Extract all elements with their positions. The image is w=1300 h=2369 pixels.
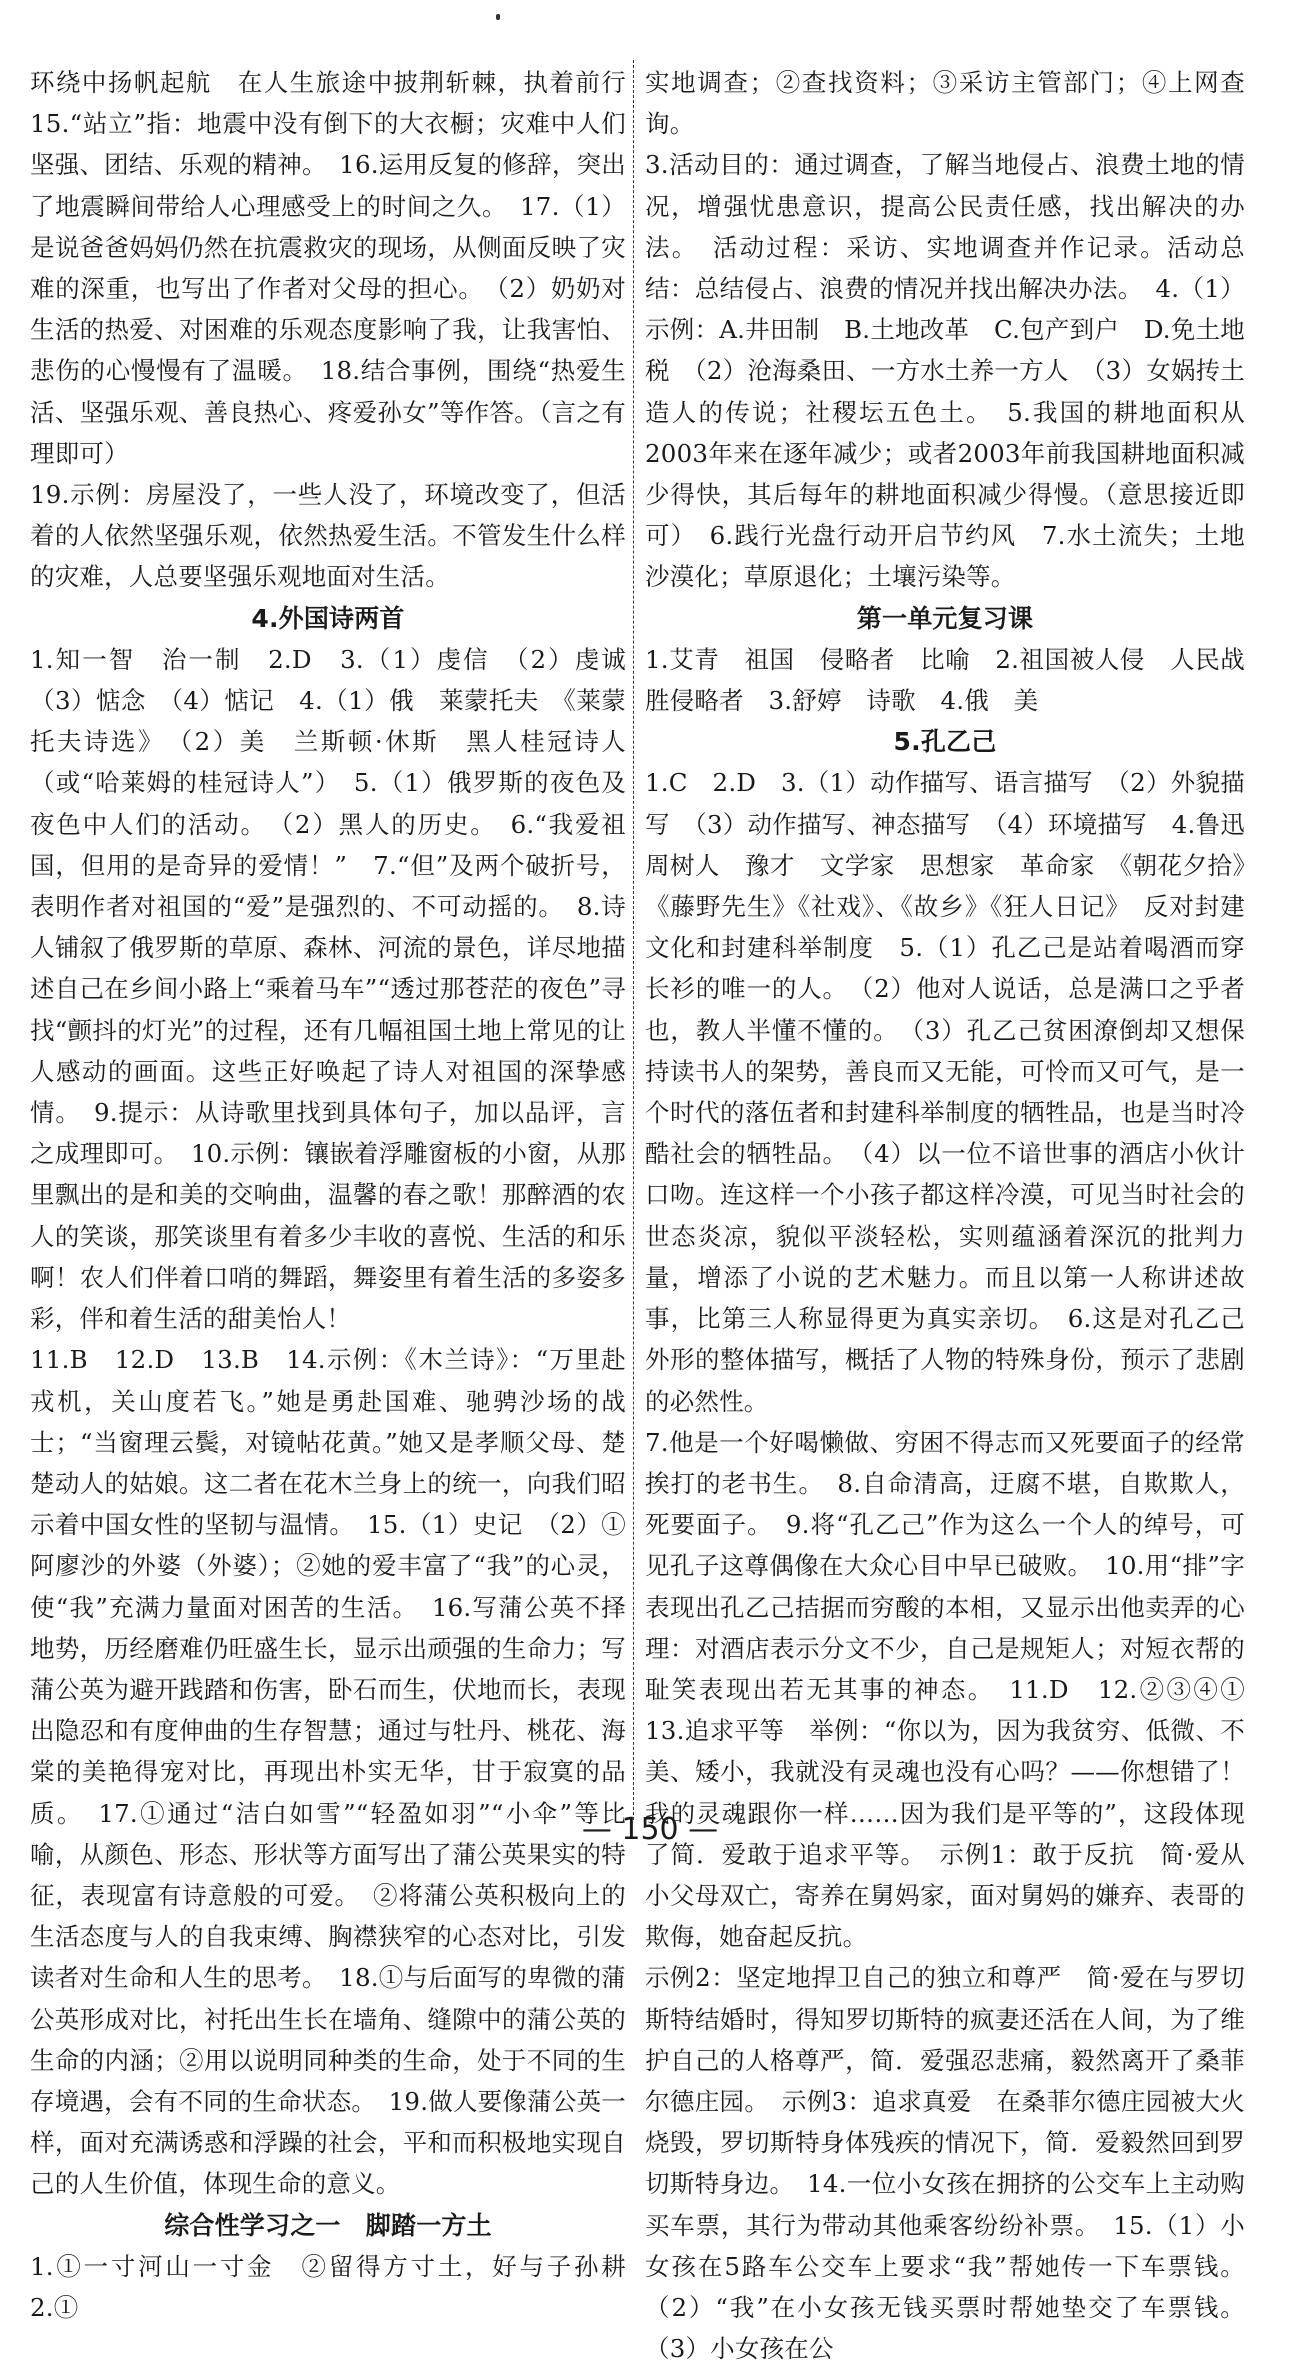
left-para-1: 环绕中扬帆起航 在人生旅途中披荆斩棘，执着前行 15.“站立”指：地震中没有倒下的大衣橱；灾难中人们坚强、团结、乐观的精神。 16.运用反复的修辞，突出了地震瞬间带给人心理感受上的时间之久。 17.（1）是说爸爸妈妈仍然在抗震救灾的现场，从侧面反映了灾难的深重，也写出了作者对父母的担心。 （2）奶奶对生活的热爱、对困难的乐观态度影响了我，让我害怕、悲伤的心慢慢有了温暖。 18.结合事例，围绕“热爱生活、坚强乐观、善良热心、疼爱孙女”等作答。（言之有理即可） — [30, 68, 651, 468]
left-para-4: 11.B 12.D 13.B 14.示例：《木兰诗》：“万里赴戎机，关山度若飞。”她是勇赴国难、驰骋沙场的战士；“当窗理云鬓，对镜帖花黄。”她又是孝顺父母、楚楚动人的姑娘。这二者在花木兰身上的统一，向我们昭示着中国女性的坚韧与温情。 15.（1）史记 （2）①阿廖沙的外婆（外婆）；②她的爱丰富了“我”的心灵，使“我”充满力量面对困苦的生活。 16.写蒲公英不择地势，历经磨难仍旺盛生长，显示出顽强的生命力；写蒲公英为避开践踏和伤害，卧石而生，伏地而长，表现出隐忍和有度伸曲的生存智慧；通过与牡丹、桃花、海棠的美艳得宠对比，再现出朴实无华，甘于寂寞的品质。 17.①通过“洁白如雪”“轻盈如羽”“小伞”等比喻，从颜色、形态、形状等方面写出了蒲公英果实的特征，表现富有诗意般的可爱。 ②将蒲公英积极向上的生活态度与人的自我束缚、胸襟狭窄的心态对比，引发读者对生命和人生的思考。 18.①与后面写的卑微的蒲公英形成对比，衬托出生长在墙角、缝隙中的蒲公英的生命的内涵；②用以说明同种类的生命，处于不同的生存境遇，会有不同的生命状态。 19.做人要像蒲公英一样，面对充满诱惑和浮躁的社会，平和而积极地实现自己的人生价值，体现生命的意义。 — [30, 1345, 626, 2199]
section-heading-foreign-poems: 4.外国诗两首 — [251, 603, 405, 633]
right-para-6: 示例2：坚定地捍卫自己的独立和尊严 简·爱在与罗切斯特结婚时，得知罗切斯特的疯妻还活在人间，为了维护自己的人格尊严，简．爱强忍悲痛，毅然离开了桑菲尔德庄园。 示例3：追求真爱 在桑菲尔德庄园被大火烧毁，罗切斯特身体残疾的情况下，简．爱毅然回到罗切斯特身边。 14.一位小女孩在拥挤的公交车上主动购买车票，其行为带动其他乘客纷纷补票。 15.（1）小女孩在5路车公交车上要求“我”帮她传一下车票钱。（2）“我”在小女孩无钱买票时帮她垫交了车票钱。（3）小女孩在公 — [645, 1963, 1245, 2364]
section-heading-comprehensive-study: 综合性学习之一 脚踏一方土 — [164, 2210, 492, 2240]
section-heading-unit-review: 第一单元复习课 — [856, 603, 1034, 633]
page-number: — 150 — — [581, 1812, 719, 1847]
right-column — [645, 62, 1270, 2369]
right-para-5: 7.他是一个好喝懒做、穷困不得志而又死要面子的经常挨打的老书生。 8.自命清高，迂腐不堪，自欺欺人，死要面子。 9.将“孔乙己”作为这么一个人的绰号，可见孔子这尊偶像在大众心目中早已破败。 10.用“排”字表现出孔乙己拮据而穷酸的本相，又显示出他卖弄的心理：对酒店表示分文不少，自己是规矩人；对短衣帮的耻笑表现出若无其事的神态。 11.D 12.②③④① 13.追求平等 举例：“你以为，因为我贫穷、低微、不美、矮小，我就没有灵魂也没有心吗？——你想错了！我的灵魂跟你一样……因为我们是平等的”，这段体现了简．爱敢于追求平等。 示例1：敢于反抗 简·爱从小父母双亡，寄养在舅妈家，面对舅妈的嫌弃、表哥的欺侮，她奋起反抗。 — [645, 1427, 1270, 1952]
right-para-4: 1.C 2.D 3.（1）动作描写、语言描写 （2）外貌描写 （3）动作描写、神态描写 （4）环境描写 4.鲁迅 周树人 豫才 文学家 思想家 革命家 《朝花夕拾》《藤野先生》《社戏》、《故乡》《狂人日记》 反对封建文化和封建科举制度 5.（1）孔乙己是站着喝酒而穿长衫的唯一的人。 （2）他对人说话，总是满口之乎者也，教人半懂不懂的。 （3）孔乙己贫困潦倒却又想保持读书人的架势，善良而又无能，可怜而又可气，是一个时代的落伍者和封建科举制度的牺牲品，也是当时冷酷社会的牺牲品。 （4）以一位不谙世事的酒店小伙计口吻。连这样一个小孩子都这样冷漠，可见当时社会的世态炎凉，貌似平淡轻松，实则蕴涵着深沉的批判力量，增添了小说的艺术魅力。而且以第一人称讲述故事，比第三人称显得更为真实亲切。 6.这是对孔乙己外形的整体描写，概括了人物的特殊身份，预示了悲剧的必然性。 — [645, 768, 1270, 1416]
print-speck — [496, 14, 500, 20]
left-para-2: 19.示例：房屋没了，一些人没了，环境改变了，但活着的人依然坚强乐观，依然热爱生活。不管发生什么样的灾难，人总要坚强乐观地面对生活。 — [30, 480, 626, 592]
left-para-5: 1.①一寸河山一寸金 ②留得方寸土，好与子孙耕 2.① — [30, 2251, 651, 2322]
right-para-1: 实地调查；②查找资料；③采访主管部门；④上网查询。 — [645, 68, 1245, 139]
right-para-3: 1.艾青 祖国 侵略者 比喻 2.祖国被人侵 人民战胜侵略者 3.舒婷 诗歌 4.俄 美 — [645, 644, 1245, 716]
right-para-2: 3.活动目的：通过调查，了解当地侵占、浪费土地的情况，增强忧患意识，提高公民责任感，找出解决的办法。 活动过程：采访、实地调查并作记录。活动总结：总结侵占、浪费的情况并找出解决办法。 4.（1）示例：A.井田制 B.土地改革 C.包产到户 D.免土地税 （2）沧海桑田、一方水土养一方人 （3）女娲抟土造人的传说；社稷坛五色土。 5.我国的耕地面积从2003年来在逐年减少；或者2003年前我国耕地面积减少得快，其后每年的耕地面积减少得慢。（意思接近即可） 6.践行光盘行动开启节约风 7.水土流失；土地沙漠化；草原退化；土壤污染等。 — [645, 150, 1245, 592]
left-para-3: 1.知一智 治一制 2.D 3.（1）虔信 （2）虔诚 （3）惦念 （4）惦记 4.（1）俄 莱蒙托夫 《莱蒙托夫诗选》 （2）美 兰斯顿·休斯 黑人桂冠诗人（或“哈莱姆的桂冠诗人”） 5.（1）俄罗斯的夜色及夜色中人们的活动。 （2）黑人的历史。 6.“我爱祖国，但用的是奇异的爱情！” 7.“但”及两个破折号，表明作者对祖国的“爱”是强烈的、不可动摇的。 8.诗人铺叙了俄罗斯的草原、森林、河流的景色，详尽地描述自己在乡间小路上“乘着马车”“透过那苍茫的夜色”寻找“颤抖的灯光”的过程，还有几幅祖国土地上常见的让人感动的画面。这些正好唤起了诗人对祖国的深挚感情。 9.提示：从诗歌里找到具体句子，加以品评，言之成理即可。 10.示例：镶嵌着浮雕窗板的小窗，从那里飘出的是和美的交响曲，温馨的春之歌！那醉酒的农人的笑谈，那笑谈里有着多少丰收的喜悦、生活的和乐啊！农人们伴着口哨的舞蹈，舞姿里有着生活的多姿多彩，伴和着生活的甜美怡人！ — [30, 644, 651, 1334]
section-heading-kong-yiji: 5.孔乙己 — [893, 727, 997, 757]
column-divider — [633, 60, 634, 1820]
